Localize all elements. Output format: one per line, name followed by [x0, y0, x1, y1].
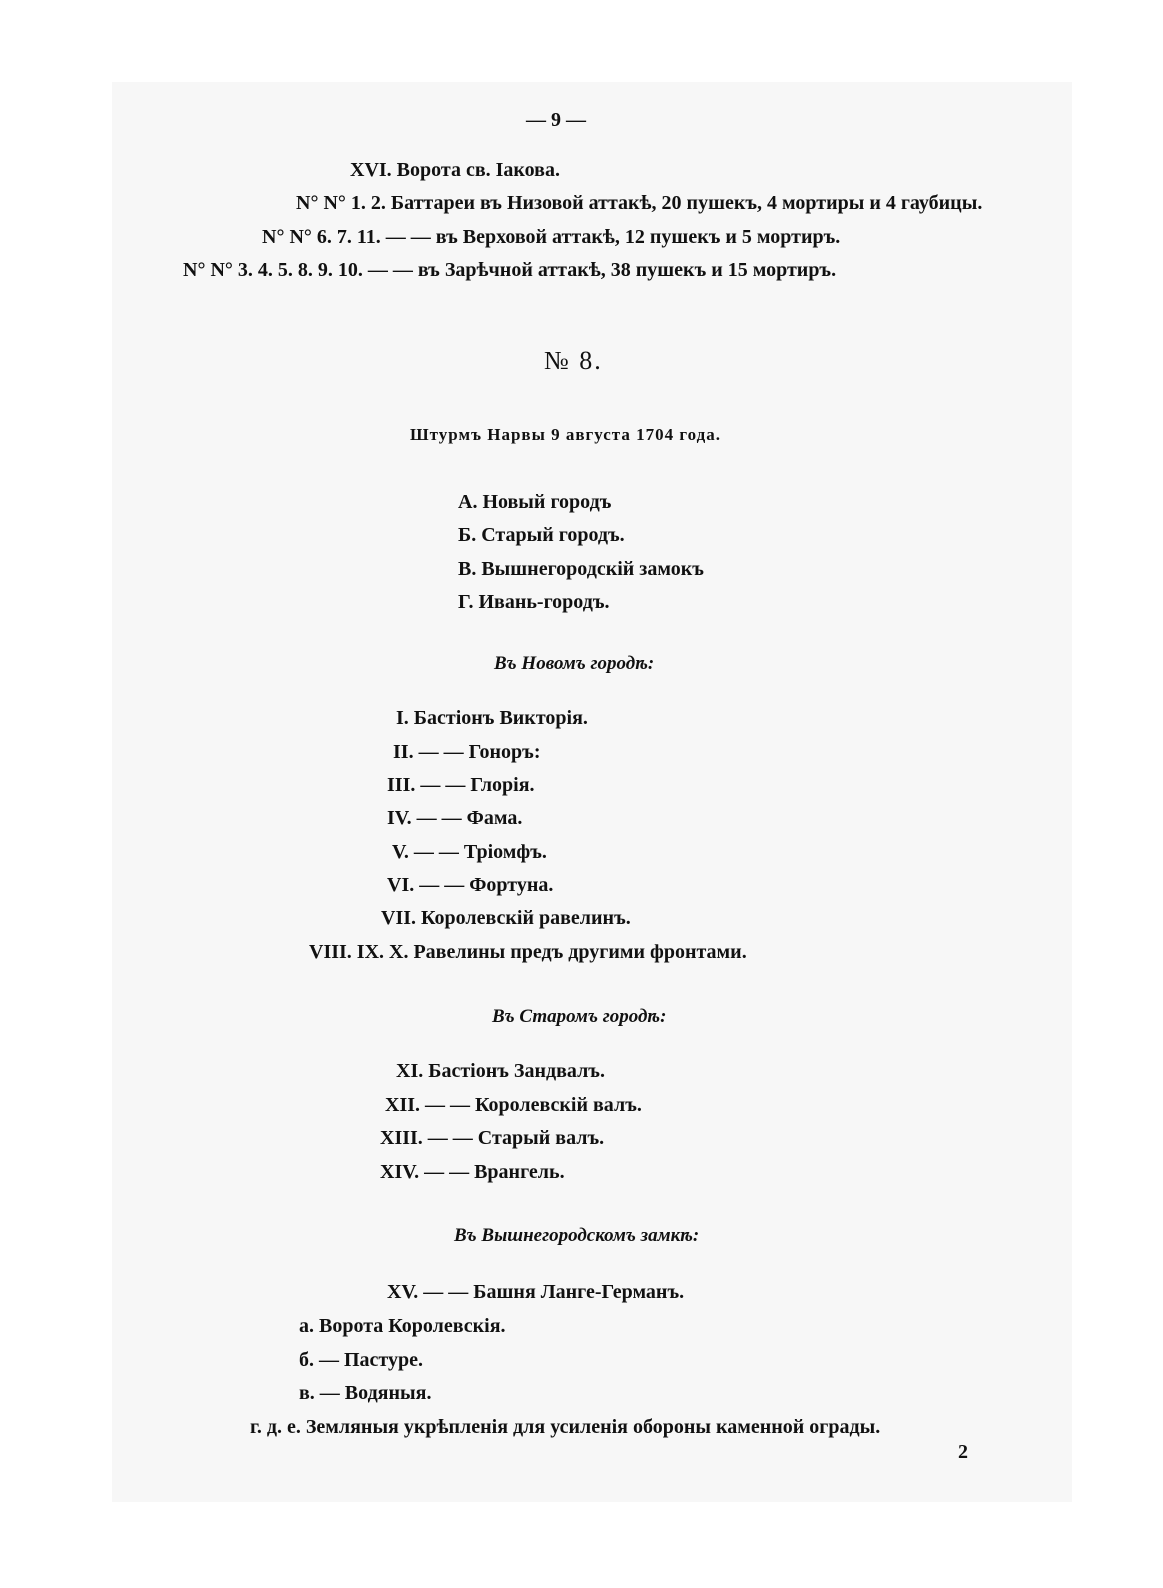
- heading-old-town: Въ Старомъ городѣ:: [492, 1006, 667, 1027]
- new-town-item: I. Бастіонъ Викторія.: [396, 707, 588, 729]
- castle-item: а. Ворота Королевскія.: [299, 1315, 506, 1337]
- list-item-batteries-upper: N° N° 6. 7. 11. — — въ Верховой аттакѣ, 12 пушекъ и 5 мортиръ.: [262, 226, 841, 248]
- heading-new-town: Въ Новомъ городѣ:: [494, 653, 655, 674]
- place-item: А. Новый городъ: [458, 491, 612, 513]
- list-item-gate-jacob: XVI. Ворота св. Іакова.: [350, 159, 560, 181]
- new-town-item: III. — — Глорія.: [387, 774, 535, 796]
- new-town-item: II. — — Гоноръ:: [393, 741, 541, 763]
- new-town-item: IV. — — Фама.: [387, 807, 523, 829]
- castle-item: в. — Водяныя.: [299, 1382, 432, 1404]
- place-item: Г. Ивань-городъ.: [458, 591, 610, 613]
- place-item: В. Вышнегородскій замокъ: [458, 558, 704, 580]
- section-number: № 8.: [544, 346, 603, 375]
- page-number: — 9 —: [526, 109, 586, 131]
- document-title: Штурмъ Нарвы 9 августа 1704 года.: [410, 425, 722, 444]
- new-town-item: VII. Королевскій равелинъ.: [381, 907, 631, 929]
- place-item: Б. Старый городъ.: [458, 524, 625, 546]
- heading-castle: Въ Вышнегородскомъ замкѣ:: [454, 1225, 700, 1246]
- castle-item: XV. — — Башня Ланге-Германъ.: [387, 1281, 685, 1303]
- castle-item: б. — Пастуре.: [299, 1349, 423, 1371]
- list-item-batteries-lower: N° N° 1. 2. Баттареи въ Низовой аттакѣ, 20 пушекъ, 4 мортиры и 4 гаубицы.: [296, 192, 983, 214]
- new-town-item: V. — — Тріомфъ.: [392, 841, 547, 863]
- old-town-item: XI. Бастіонъ Зандвалъ.: [396, 1060, 605, 1082]
- new-town-item: VI. — — Фортуна.: [387, 874, 554, 896]
- old-town-item: XII. — — Королевскій валъ.: [385, 1094, 642, 1116]
- old-town-item: XIII. — — Старый валъ.: [380, 1127, 605, 1149]
- signature-mark: 2: [958, 1441, 968, 1463]
- castle-item: г. д. е. Земляныя укрѣпленія для усиленія обороны каменной ограды.: [250, 1416, 881, 1438]
- new-town-item: VIII. IX. X. Равелины предъ другими фронтами.: [309, 941, 747, 963]
- list-item-batteries-river: N° N° 3. 4. 5. 8. 9. 10. — — въ Зарѣчной аттакѣ, 38 пушекъ и 15 мортиръ.: [183, 259, 837, 281]
- old-town-item: XIV. — — Врангель.: [380, 1161, 565, 1183]
